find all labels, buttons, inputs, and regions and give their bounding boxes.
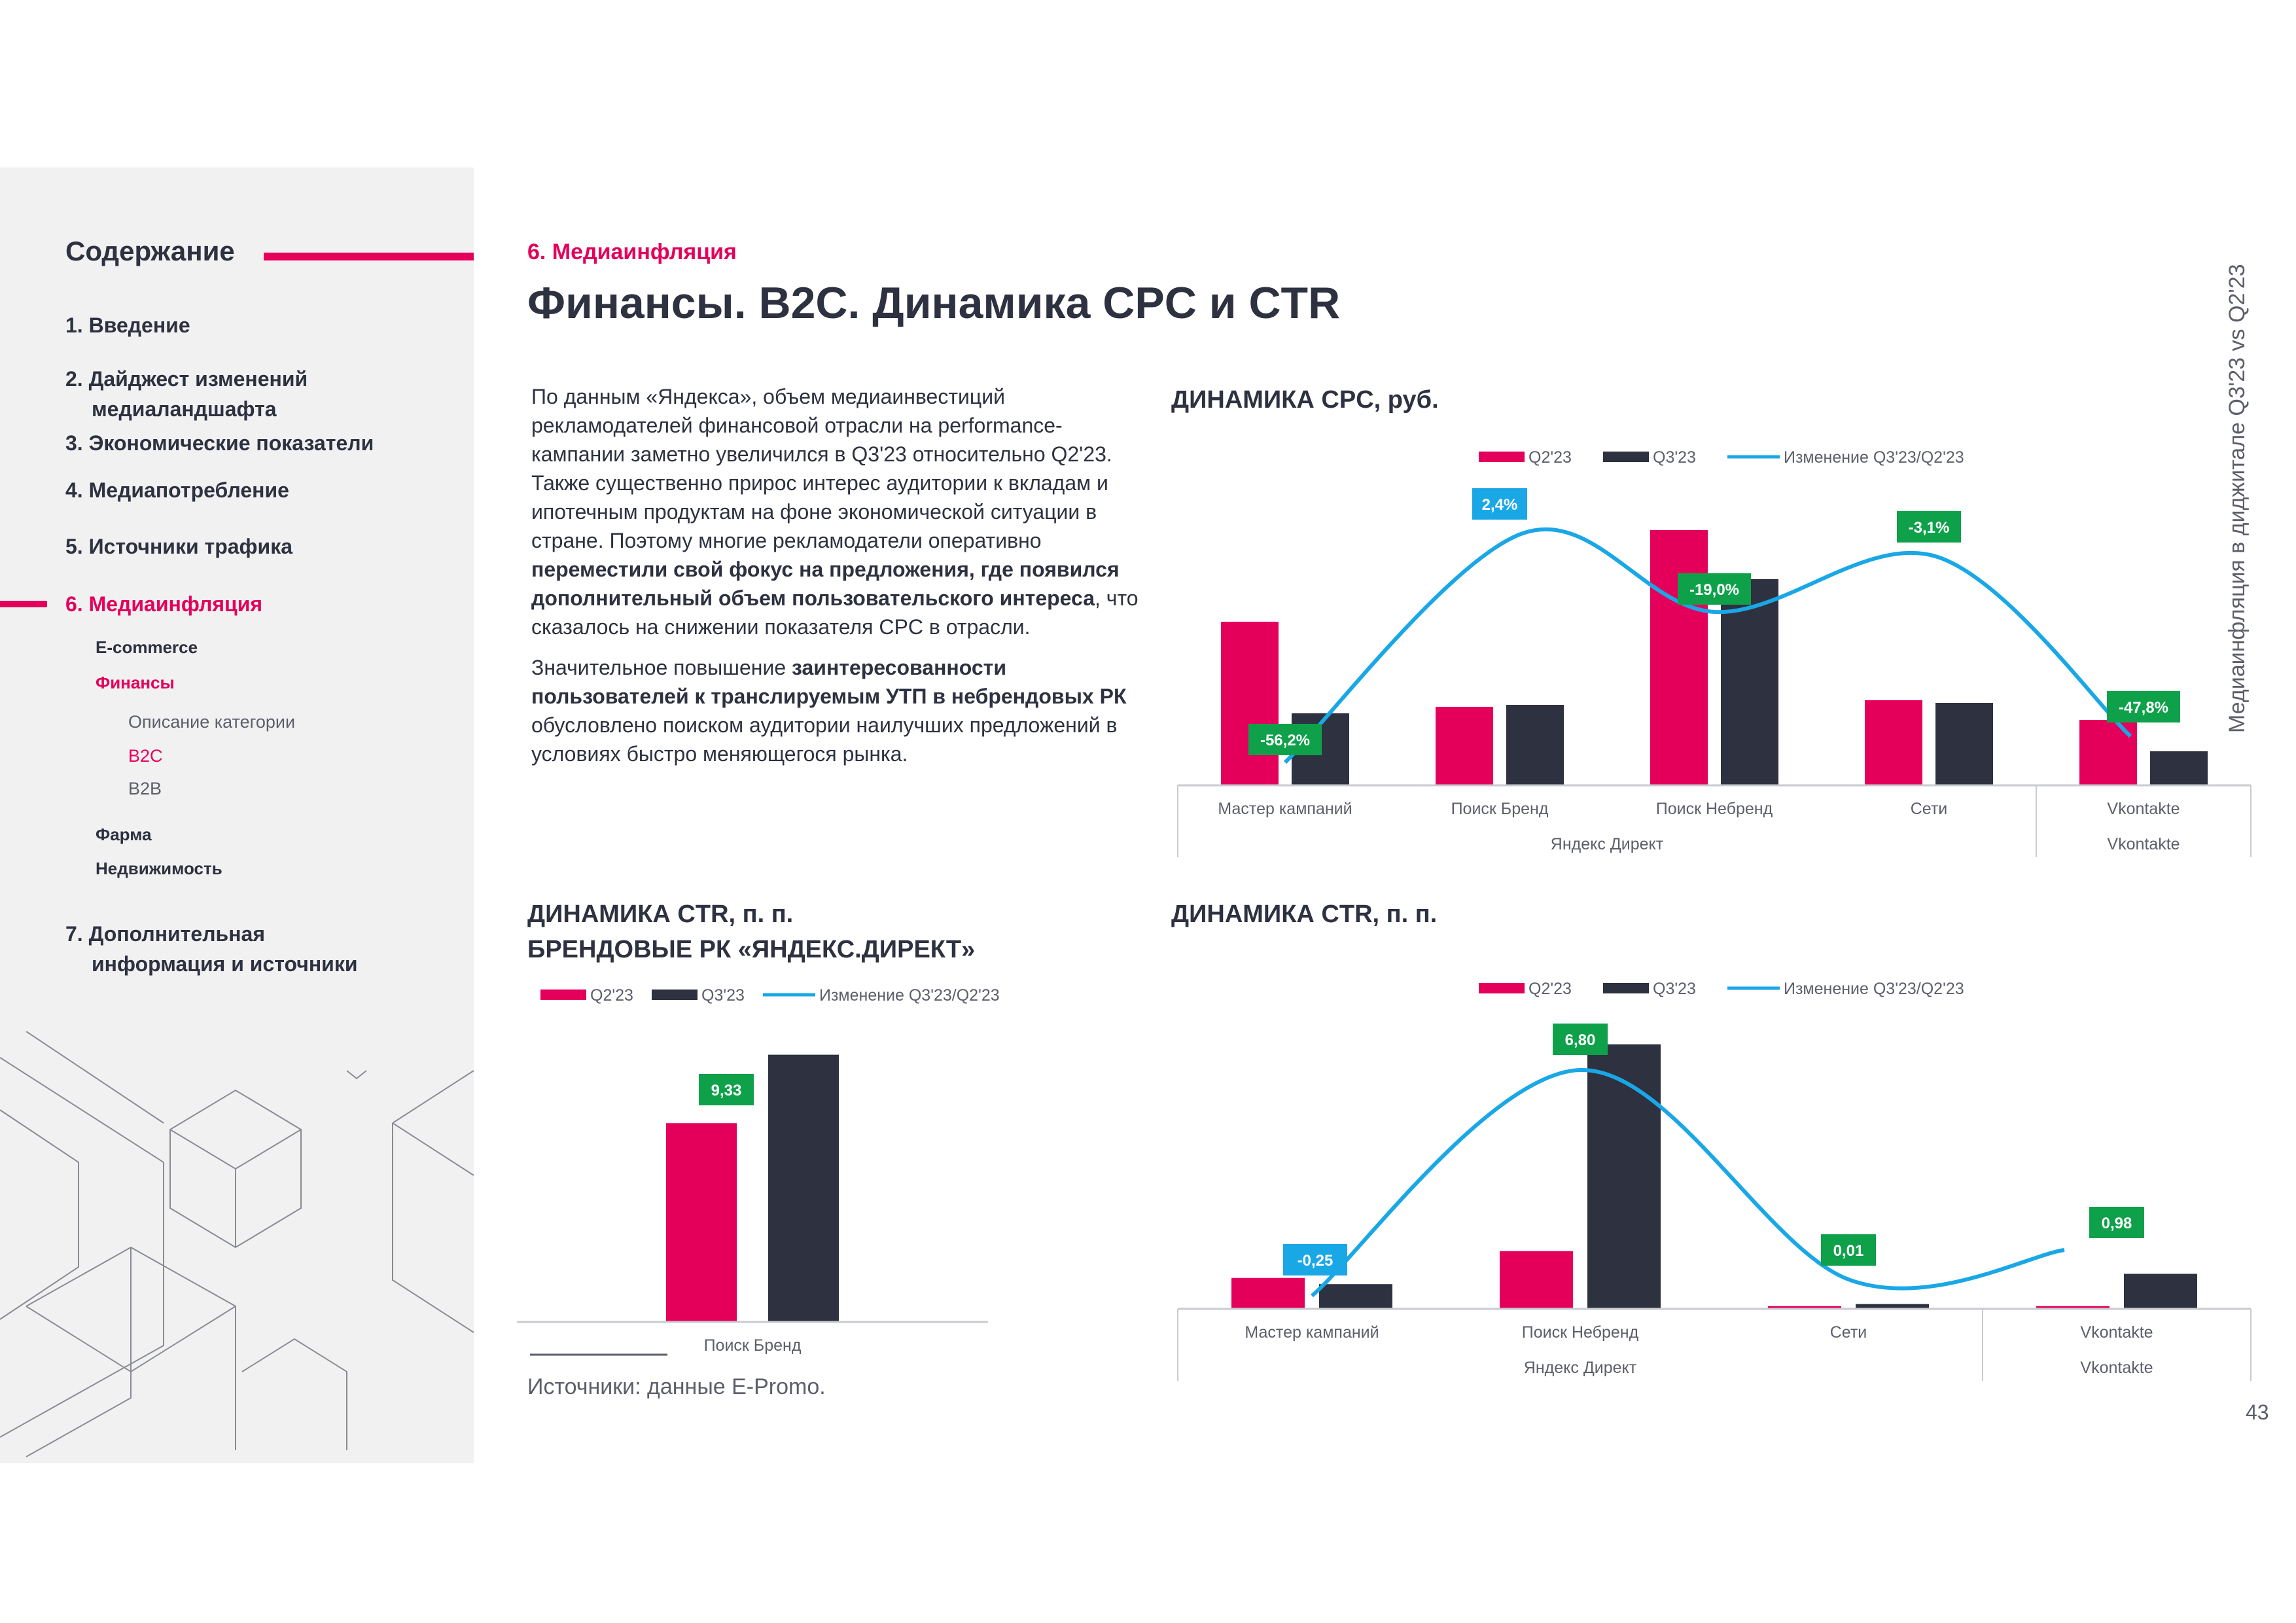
change-badge-label: -47,8% <box>2118 699 2169 717</box>
toc-item-economy[interactable]: 3. Экономические показатели <box>65 431 374 455</box>
legend-label-q3: Q3'23 <box>1653 980 1696 998</box>
change-badge-label: 0,98 <box>2101 1215 2132 1232</box>
toc-sub-realty[interactable]: Недвижимость <box>96 859 222 878</box>
page-title: Финансы. B2C. Динамика CPC и CTR <box>527 278 1341 328</box>
group-label: Яндекс Директ <box>1550 835 1664 853</box>
paragraph-2 <box>531 653 1153 768</box>
legend-label-q2: Q2'23 <box>590 986 633 1005</box>
ctr-chart <box>1165 969 2270 1407</box>
change-badge-label: 9,33 <box>711 1082 742 1099</box>
x-tick-label: Поиск Небренд <box>1521 1323 1639 1342</box>
x-tick-label: Поиск Бренд <box>703 1336 802 1355</box>
side-label: Медиаинфляция в диджитале Q3'23 vs Q2'23 <box>2225 264 2250 733</box>
cpc-chart <box>1165 432 2270 870</box>
x-tick-label: Поиск Небренд <box>1655 800 1773 818</box>
cpc-chart-title: ДИНАМИКА CPC, руб. <box>1171 386 1439 414</box>
change-badge-label: 0,01 <box>1833 1242 1864 1260</box>
paragraph-2-bold: заинтересованности пользователей к транслируемым УТП в небрендовых РК <box>531 656 1127 708</box>
bar-q2 <box>1865 700 1922 785</box>
legend-swatch-q2 <box>1479 983 1525 993</box>
group-label: Vkontakte <box>2080 1359 2153 1377</box>
toc-active-indicator <box>0 601 47 607</box>
paragraph-2-text: Значительное повышение <box>531 656 792 679</box>
toc-sub-ecommerce[interactable]: E-commerce <box>96 637 198 657</box>
bar-q3 <box>1506 705 1564 785</box>
toc-item-intro[interactable]: 1. Введение <box>65 313 190 337</box>
sidebar <box>0 168 474 1463</box>
legend-swatch-q3 <box>1603 452 1649 462</box>
paragraph-1-bold: переместили свой фокус на предложения, где появился дополнительный объем пользовательского интереса <box>531 558 1120 610</box>
legend-label-change: Изменение Q3'23/Q2'23 <box>1784 448 1964 467</box>
ctr-brand-chart-title <box>527 897 975 967</box>
legend-label-q2: Q2'23 <box>1528 448 1572 467</box>
x-tick-label: Сети <box>1910 800 1948 818</box>
x-tick-label: Мастер кампаний <box>1218 800 1352 818</box>
bar-q2 <box>1436 707 1493 785</box>
ctr-brand-title-line2: БРЕНДОВЫЕ РК «ЯНДЕКС.ДИРЕКТ» <box>527 936 976 963</box>
toc-item-media-inflation[interactable]: 6. Медиаинфляция <box>65 592 263 616</box>
toc-item-digest-line2: медиаландшафта <box>92 397 277 421</box>
change-badge-label: -0,25 <box>1297 1252 1333 1270</box>
bar-q3 <box>2150 751 2208 785</box>
toc-sub2-b2c[interactable]: B2C <box>128 746 163 766</box>
toc-item-digest-line1: 2. Дайджест изменений <box>65 367 308 391</box>
toc-item-media-consumption[interactable]: 4. Медиапотребление <box>65 478 289 502</box>
change-badge-label: -3,1% <box>1908 519 1950 537</box>
legend-swatch-q3 <box>652 990 698 1000</box>
toc-item-additional[interactable] <box>65 919 358 979</box>
change-badge-label: 6,80 <box>1564 1031 1596 1049</box>
bar-q2 <box>1650 530 1708 785</box>
legend-swatch-q2 <box>540 990 586 1000</box>
legend-swatch-q3 <box>1603 983 1649 993</box>
toc-item-additional-line2: информация и источники <box>92 952 358 976</box>
x-tick-label: Мастер кампаний <box>1245 1323 1379 1342</box>
legend-label-q3: Q3'23 <box>1653 448 1696 467</box>
toc-item-traffic-sources[interactable]: 5. Источники трафика <box>65 535 293 558</box>
change-badge-label: -19,0% <box>1689 581 1740 599</box>
legend-label-change: Изменение Q3'23/Q2'23 <box>819 986 1000 1005</box>
paragraph-2-end: обусловлено поиском аудитории наилучших предложений в условиях быстро меняющегося рынка. <box>531 713 1118 766</box>
paragraph-1-text: По данным «Яндекса», объем медиаинвестиций рекламодателей финансовой отрасли на performance-кампании заметно увеличился в Q3'23 относительно Q2'23. Также существенно прирос интерес аудитории к вкладам и ипотечным продуктам на фоне экономической ситуации в стране. Поэтому многие рекламодатели оперативно <box>531 385 1112 552</box>
toc-item-additional-line1: 7. Дополнительная <box>65 922 265 946</box>
group-label: Яндекс Директ <box>1523 1359 1637 1377</box>
page-number: 43 <box>2246 1400 2269 1424</box>
body-text <box>531 382 1153 780</box>
x-tick-label: Vkontakte <box>2080 1323 2153 1342</box>
legend-label-q3: Q3'23 <box>701 986 745 1005</box>
x-tick-label: Vkontakte <box>2107 800 2180 818</box>
ctr-chart-title: ДИНАМИКА CTR, п. п. <box>1171 901 1438 928</box>
toc-item-digest[interactable] <box>65 364 308 424</box>
paragraph-1 <box>531 382 1153 641</box>
source-note: Источники: данные E-Promo. <box>527 1374 826 1399</box>
toc-sub-finance[interactable]: Финансы <box>96 673 175 692</box>
sidebar-title: Содержание <box>65 236 235 266</box>
change-badge-label: 2,4% <box>1481 496 1518 514</box>
bar-q3 <box>768 1055 839 1322</box>
sidebar-title-bar <box>264 253 474 260</box>
x-tick-label: Поиск Бренд <box>1451 800 1549 818</box>
toc-sub-pharma[interactable]: Фарма <box>96 825 152 844</box>
bar-q2 <box>2079 720 2137 785</box>
bar-q2 <box>666 1123 737 1322</box>
toc-sub2-category[interactable]: Описание категории <box>128 712 296 732</box>
change-line <box>1312 1070 2064 1296</box>
legend-swatch-q2 <box>1479 452 1525 462</box>
ctr-brand-chart <box>510 975 1008 1368</box>
bar-q2 <box>1231 1278 1305 1309</box>
ctr-brand-title-line1: ДИНАМИКА CTR, п. п. <box>527 901 794 928</box>
bar-q2 <box>1500 1251 1573 1309</box>
legend-label-q2: Q2'23 <box>1528 980 1572 998</box>
change-badge-label: -56,2% <box>1260 732 1311 749</box>
paragraph-1-end: , что сказалось на снижении показателя CPC в отрасли. <box>531 586 1139 639</box>
section-label: 6. Медиаинфляция <box>527 240 737 264</box>
x-tick-label: Сети <box>1829 1323 1867 1342</box>
bar-q2 <box>1221 622 1279 785</box>
bar-q3 <box>1319 1284 1392 1309</box>
toc-sub2-b2b[interactable]: B2B <box>128 779 162 798</box>
bar-q3 <box>1935 703 1993 785</box>
bar-q3 <box>2124 1274 2197 1309</box>
decorative-cubes <box>0 1031 474 1463</box>
legend-label-change: Изменение Q3'23/Q2'23 <box>1784 980 1964 998</box>
group-label: Vkontakte <box>2107 835 2180 853</box>
